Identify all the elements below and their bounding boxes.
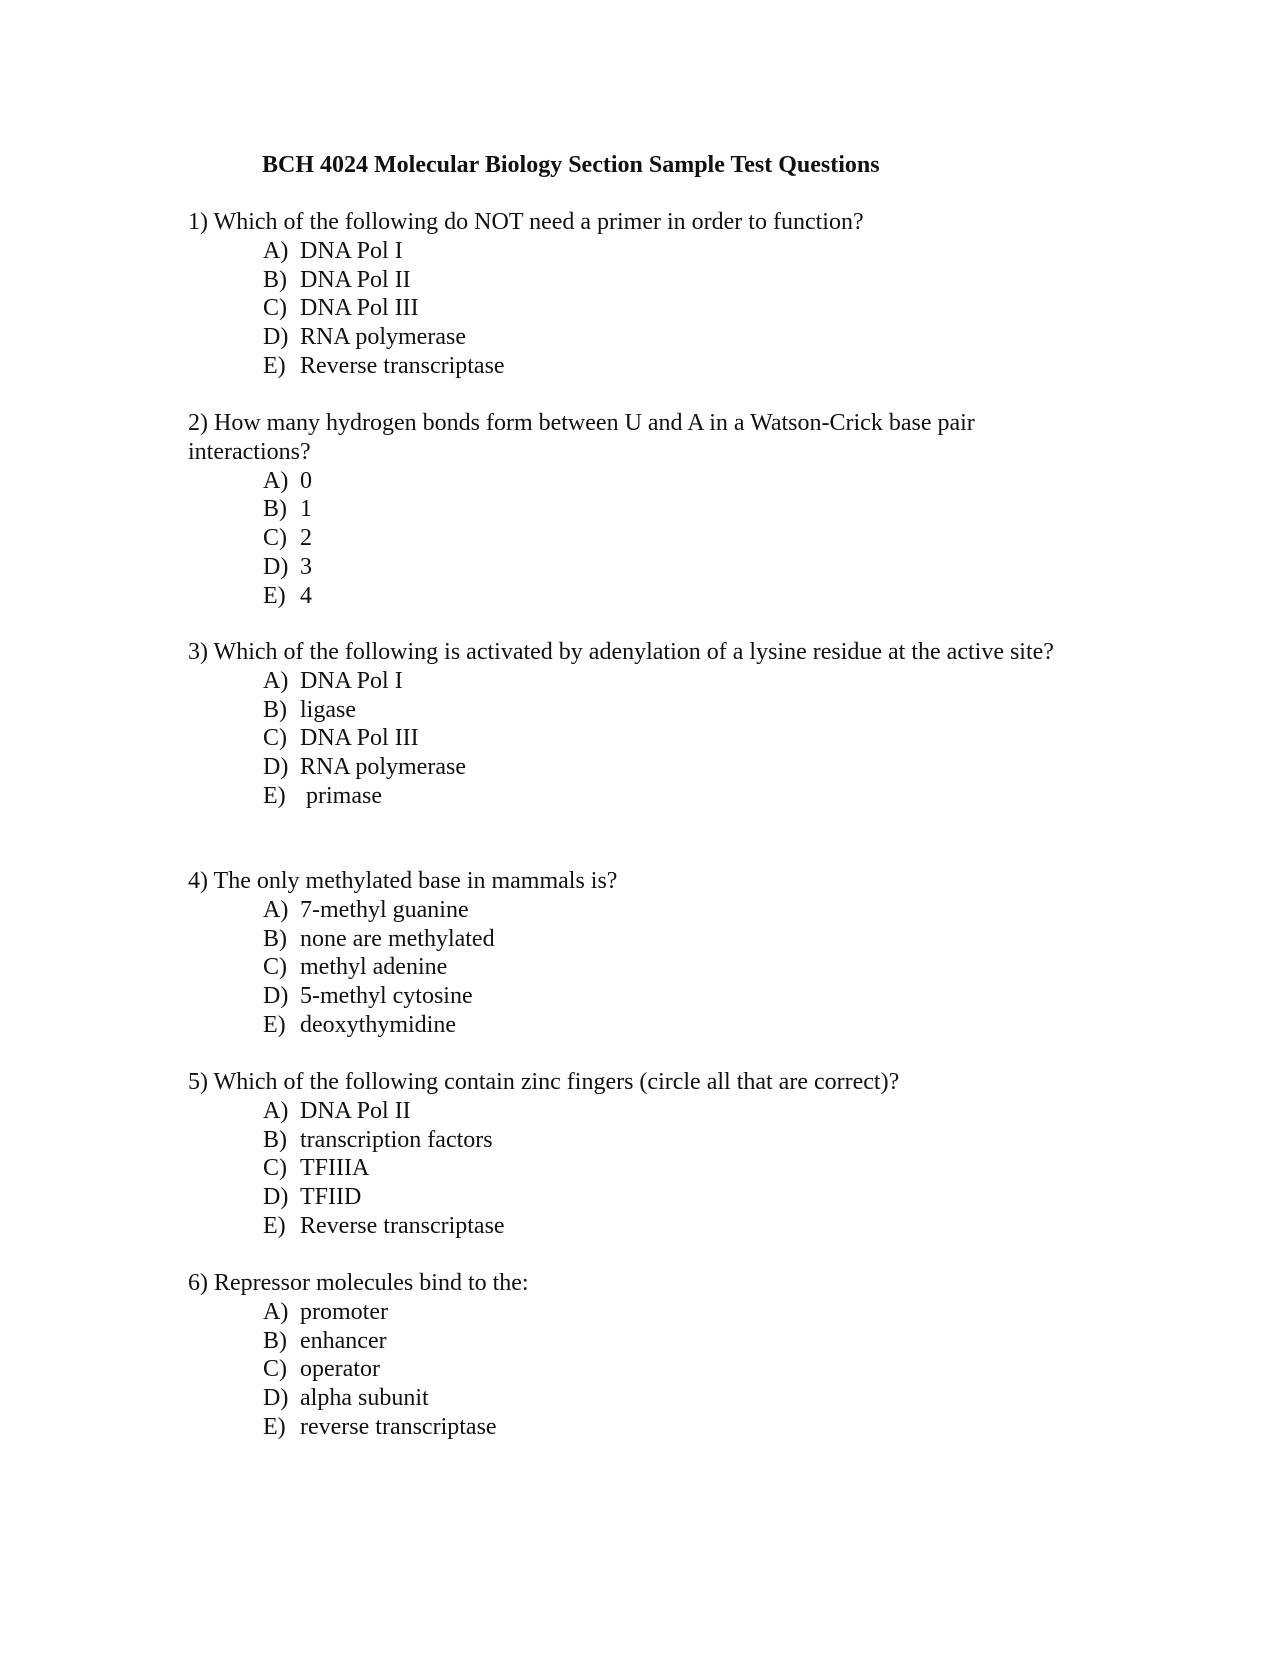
option-d [263, 1384, 1068, 1413]
option-text: transcription factors [300, 1126, 493, 1153]
option-text: RNA polymerase [300, 324, 466, 351]
option-c [263, 953, 1068, 982]
option-text: 3 [300, 553, 312, 580]
option-text: promoter [300, 1298, 388, 1325]
option-c [263, 524, 1068, 553]
option-letter: D) [263, 553, 289, 580]
option-letter: A) [263, 237, 289, 264]
option-text: DNA Pol I [300, 667, 403, 694]
option-a [263, 467, 1068, 496]
option-text: DNA Pol II [300, 1097, 411, 1124]
option-letter: E) [263, 1212, 286, 1239]
option-b [263, 1126, 1068, 1155]
option-e [263, 582, 1068, 611]
option-letter: C) [263, 1356, 287, 1383]
option-letter: B) [263, 925, 287, 952]
option-letter: E) [263, 1413, 286, 1440]
option-letter: A) [263, 667, 289, 694]
option-letter: E) [263, 1011, 286, 1038]
option-letter: D) [263, 324, 289, 351]
option-text: DNA Pol I [300, 237, 403, 264]
option-b [263, 696, 1068, 725]
option-list [188, 1097, 1068, 1241]
option-letter: C) [263, 525, 287, 552]
option-letter: D) [263, 754, 289, 781]
option-letter: D) [263, 983, 289, 1010]
option-text: alpha subunit [300, 1385, 429, 1412]
option-text: TFIIIA [300, 1155, 370, 1182]
option-letter: E) [263, 782, 286, 809]
option-list [188, 467, 1068, 611]
option-text: 7-methyl guanine [300, 896, 469, 923]
option-letter: E) [263, 352, 286, 379]
option-letter: B) [263, 266, 287, 293]
option-letter: E) [263, 582, 286, 609]
option-text: enhancer [300, 1327, 387, 1354]
option-d [263, 982, 1068, 1011]
option-text: DNA Pol III [300, 295, 419, 322]
option-text: RNA polymerase [300, 754, 466, 781]
option-d [263, 553, 1068, 582]
option-letter: A) [263, 1298, 289, 1325]
option-d [263, 323, 1068, 352]
option-letter: B) [263, 696, 287, 723]
option-c [263, 1154, 1068, 1183]
option-text: 4 [300, 582, 312, 609]
question-text: 1) Which of the following do NOT need a primer in order to function? [188, 209, 864, 235]
option-text: DNA Pol III [300, 725, 419, 752]
option-text: 1 [300, 496, 312, 523]
option-e [263, 1212, 1068, 1241]
option-text: primase [300, 782, 382, 809]
option-letter: B) [263, 496, 287, 523]
question-text: 5) Which of the following contain zinc fingers (circle all that are correct)? [188, 1069, 900, 1095]
option-letter: D) [263, 1385, 289, 1412]
option-text: none are methylated [300, 925, 495, 952]
option-a [263, 896, 1068, 925]
question-4 [188, 867, 1068, 1040]
question-6 [188, 1269, 1068, 1442]
option-d [263, 1183, 1068, 1212]
option-list [188, 896, 1068, 1040]
option-list [188, 237, 1068, 381]
question-3 [188, 638, 1068, 811]
option-list [188, 667, 1068, 811]
option-letter: B) [263, 1126, 287, 1153]
option-text: TFIID [300, 1184, 362, 1211]
option-a [263, 1298, 1068, 1327]
option-text: 5-methyl cytosine [300, 983, 473, 1010]
question-1 [188, 208, 1068, 381]
option-text: Reverse transcriptase [300, 1212, 505, 1239]
option-letter: A) [263, 896, 289, 923]
question-text: 4) The only methylated base in mammals is? [188, 868, 618, 894]
question-5 [188, 1068, 1068, 1241]
option-e [263, 1413, 1068, 1442]
option-letter: D) [263, 1184, 289, 1211]
option-a [263, 1097, 1068, 1126]
option-e [263, 1011, 1068, 1040]
option-letter: C) [263, 954, 287, 981]
option-b [263, 266, 1068, 295]
option-e [263, 352, 1068, 381]
option-text: reverse transcriptase [300, 1413, 497, 1440]
option-text: DNA Pol II [300, 266, 411, 293]
option-b [263, 1327, 1068, 1356]
option-letter: C) [263, 1155, 287, 1182]
question-text: 3) Which of the following is activated by adenylation of a lysine residue at the active site? [188, 639, 1054, 665]
option-text: ligase [300, 696, 356, 723]
option-letter: A) [263, 1097, 289, 1124]
option-a [263, 237, 1068, 266]
option-d [263, 753, 1068, 782]
question-text: 2) How many hydrogen bonds form between U and A in a Watson-Crick base pair interactions? [188, 410, 975, 465]
option-letter: C) [263, 725, 287, 752]
question-text: 6) Repressor molecules bind to the: [188, 1270, 529, 1296]
option-letter: C) [263, 295, 287, 322]
option-e [263, 782, 1068, 811]
option-text: methyl adenine [300, 954, 448, 981]
option-text: operator [300, 1356, 380, 1383]
option-text: Reverse transcriptase [300, 352, 505, 379]
option-list [188, 1298, 1068, 1442]
option-c [263, 1355, 1068, 1384]
option-b [263, 495, 1068, 524]
option-text: 2 [300, 525, 312, 552]
option-text: 0 [300, 467, 312, 494]
page-title: BCH 4024 Molecular Biology Section Sample Test Questions [262, 152, 880, 178]
option-b [263, 925, 1068, 954]
option-c [263, 724, 1068, 753]
option-letter: A) [263, 467, 289, 494]
option-c [263, 294, 1068, 323]
option-letter: B) [263, 1327, 287, 1354]
option-a [263, 667, 1068, 696]
option-text: deoxythymidine [300, 1011, 456, 1038]
question-2 [188, 409, 1068, 611]
